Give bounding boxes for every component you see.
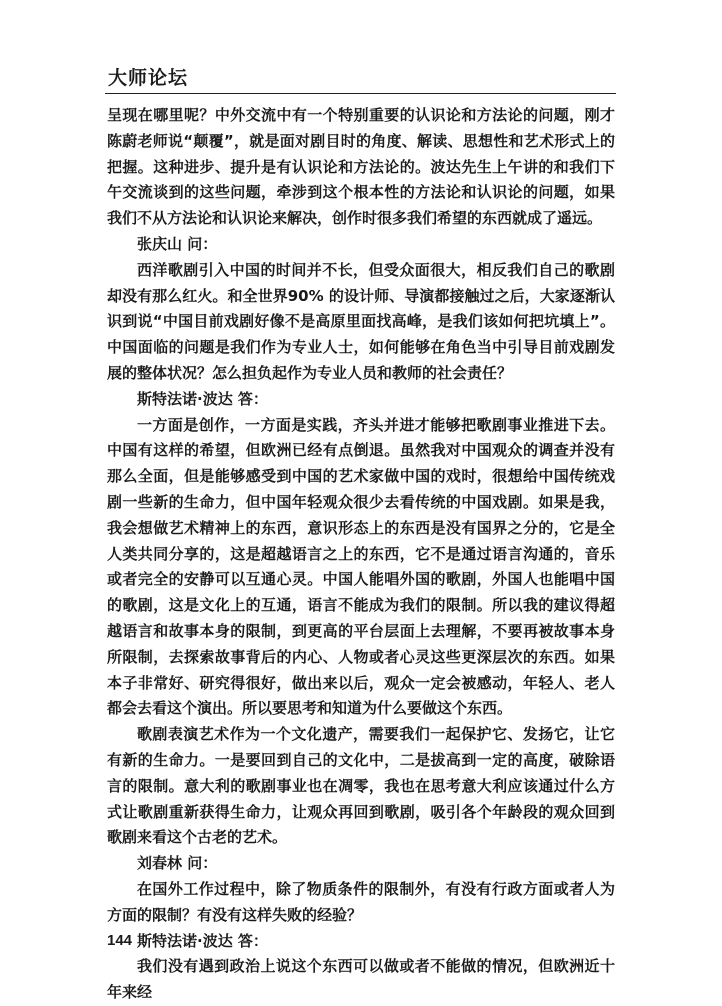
paragraph: 西洋歌剧引入中国的时间并不长，但受众面很大，相反我们自己的歌剧却没有那么红火。和全世界90% 的设计师、导演都接触过之后，大家逐渐认识到说“中国目前戏剧好像不是高原里面找高峰，是我们该如何把坑填上”。中国面临的问题是我们作为专业人士，如何能够在角色当中引导目前戏剧发展的整体状况？怎么担负起作为专业人员和教师的社会责任？ xyxy=(107,260,615,382)
speaker-label: 刘春林 问： xyxy=(137,854,218,873)
header-divider xyxy=(105,93,616,94)
article-body xyxy=(107,103,615,1006)
speaker-label: 张庆山 问： xyxy=(137,234,218,253)
paragraph: 一方面是创作，一方面是实践，齐头并进才能够把歌剧事业推进下去。中国有这样的希望，但欧洲已经有点倒退。虽然我对中国观众的调查并没有那么全面，但是能够感受到中国的艺术家做中国的戏时，很想给中国传统戏剧一些新的生命力，但中国年轻观众很少去看传统的中国戏剧。如果是我，我会想做艺术精神上的东西，意识形态上的东西是没有国界之分的，它是全人类共同分享的，这是超越语言之上的东西，它不是通过语言沟通的，音乐或者完全的安静可以互通心灵。中国人能唱外国的歌剧，外国人也能唱中国的歌剧，这是文化上的互通，语言不能成为我们的限制。所以我的建议得超越语言和故事本身的限制，到更高的平台层面上去理解，不要再被故事本身所限制，去探索故事背后的内心、人物或者心灵这些更深层次的东西。如果本子非常好、研究得很好，做出来以后，观众一定会被感动，年轻人、老人都会去看这个演出。所以要思考和知道为什么要做这个东西。 xyxy=(107,415,615,718)
page-number: 144 xyxy=(107,932,133,949)
paragraph: 呈现在哪里呢？中外交流中有一个特别重要的认识论和方法论的问题，刚才陈蔚老师说“颠覆”，就是面对剧目时的角度、解读、思想性和艺术形式上的把握。这种进步、提升是有认识论和方法论的。波达先生上午讲的和我们下午交流谈到的这些问题，牵涉到这个根本性的方法论和认识论的问题，如果我们不从方法论和认识论来解决，创作时很多我们希望的东西就成了遥远。 xyxy=(107,106,615,228)
speaker-label: 斯特法诺·波达 答： xyxy=(137,931,268,950)
speaker-label: 斯特法诺·波达 答： xyxy=(137,389,268,408)
paragraph: 在国外工作过程中，除了物质条件的限制外，有没有行政方面或者人为方面的限制？有没有这样失败的经验？ xyxy=(107,879,615,924)
paragraph: 歌剧表演艺术作为一个文化遗产，需要我们一起保护它、发扬它，让它有新的生命力。一是要回到自己的文化中，二是拔高到一定的高度，破除语言的限制。意大利的歌剧事业也在凋零，我也在思考意大利应该通过什么方式让歌剧重新获得生命力，让观众再回到歌剧，吸引各个年龄段的观众回到歌剧来看这个古老的艺术。 xyxy=(107,725,615,847)
section-title: 大师论坛 xyxy=(108,67,189,89)
paragraph: 我们没有遇到政治上说这个东西可以做或者不能做的情况，但欧洲近十年来经 xyxy=(107,957,615,1002)
